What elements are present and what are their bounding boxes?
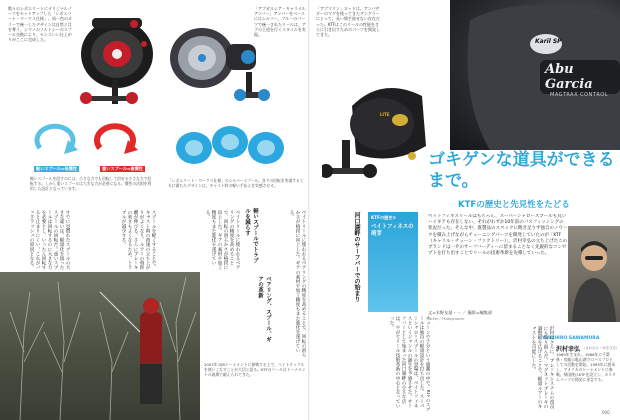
- reel-lite-logo: LITE: [380, 112, 390, 117]
- page-number: 000: [602, 410, 610, 415]
- sidebar-number: KTFの歴史①: [371, 215, 397, 220]
- person-name-en: YUKIHIRO SAWAMURA: [542, 336, 600, 341]
- person-bio: 1969年生まれ。1986年に千葉県・房総の亀山湖でのバスプロとしての活動を開始。1993年に渡米し、アメリカのトーナメントに参戦。帰国後はKTFを設立し、カスタムパーツの開発に専念する。: [556, 352, 616, 382]
- magtrax-control-label: MAGTRAX CONTROL: [550, 92, 609, 98]
- angler-photo: [0, 272, 200, 420]
- right-page: [310, 0, 620, 420]
- person-name: 沢村幸弘: [556, 346, 581, 353]
- body-column-1: すでに見慣れたスプールの大きな違いは、軽量化を図ったスプールの回転だ。重いスプールは回転するのに大きな力を必要とし、いったん回転すると止まりにくい。これがバックラッシュの原因となる。: [29, 210, 70, 270]
- right-body-column-1: チューンで十分という風潮の中で、KTFのスプールは独自の軽量設計を打ち出した。スーパーシャロースプールの登場は、ベイトフィネスというジャンルの誕生を予感させた。サーフバーとして始まった河口湖畔の小さな店は、やがてリール技術革新の中心となっていった。: [389, 316, 430, 412]
- abu-garcia-logo: Abu Garcia: [545, 62, 593, 92]
- column-heading-1: 軽いスプールでトラブルを減らす: [244, 208, 258, 263]
- sidebar-title: ベイトフィネスの萌芽: [371, 224, 414, 237]
- reel-small-badge: Karil SP: [535, 38, 562, 45]
- sawamura-photo: [568, 226, 620, 322]
- column-heading-2: ベアリング、スプール、ギアの革新: [257, 276, 271, 342]
- photo-caption: 2007年のJBトーナメントに参戦する上で、ベイトタックルを使いこなすことが大切と語る。KTFのリールはトーナメントの現場で鍛えられてきた。: [204, 362, 306, 377]
- person-reading: （さわむら・ゆきひろ）: [582, 346, 620, 350]
- credit-line: 文=水野友基・一 ／ 撮影=編集部: [428, 310, 493, 315]
- light-spool-label: 軽いスプール=低慣性: [36, 166, 77, 171]
- red-reel-photo: [72, 4, 162, 114]
- body-column-2: スプールを軽くすることで、キャスト時の初速の立ち上がりがよくなり、ルアーの飛距離が伸びる。さらにブレーキの効きもよくなるため、トラブルが減少する。: [121, 210, 156, 270]
- right-body-column-2: 沢村はさらに、ブレーキシステムの改良にも取り組んだ。マグネットブレーキの調整幅を広げることで、軽量ルアーのキャストを可能にした。: [531, 326, 554, 409]
- right-top-text: 「アブマリン」ロッドは、アンバサダーのマグを使ってきたアングラーにとって、長い間手放せない存在だった。KTFはこのリールの性能をさらに引き出すためのパーツを開発してきた。: [316, 6, 380, 38]
- body-column-4: ベイトリールに使われるベアリングの精度を高めることで、回転の滑らかさが格段に向上した。ギアの素材や加工精度もまた進化を遂げている。: [289, 210, 306, 358]
- heavy-spool-label: 重いスプール=高慣性: [102, 166, 143, 171]
- history-sidebar: [368, 212, 418, 312]
- spool-caption: 「レボエリート・ワークス仕様」のシルバースプール。各ドの回転を実現する工夫に満ちたデザインは、キャスト時の軽い手応えを実感させる。: [168, 178, 304, 188]
- spool-inertia-diagram: [30, 118, 150, 164]
- mid-text: 「アブガルシア・キャラメルアンバー」アンバーをベースにはシルバー、ブルーのパーツで統一されたリールは、アブの王道を行くスタイルを実現。: [254, 6, 306, 38]
- intro-text: 数々のレボエリートにオリジナルパーツをセットアップした「レボエリート・ワークス仕様」。同一色のカラーで統一したデザインは自然と目を奪う。シマノのソルトシーのスプール交換により、センスいい仕上がりがここに完成した。: [8, 6, 72, 43]
- credit-sub: Writer / Photographer: [428, 317, 465, 321]
- lead-paragraph: ベイトフィネスリールはもちろん、スーパーシャロースプールも丸いハイギアも存在しない、それがわずか10年前のバスフィッシングの状況だった。そんな中、既製品のスペックに飽き足りず独自のノウハウを積み上げながらチューニングパーツを開発していたのが「KTF（キャリル・チューン・ファクトリー）」。沢村幸弘の立ち上げたこのブランドは一介のサーフバーディーに留まることなく先鋭的なコンセプトを打ち出すことでリールの技術革新を先導していった。: [428, 214, 568, 257]
- blue-spools-photo: [170, 118, 290, 170]
- subhead: KTFの歴史と先見性をたどる: [458, 200, 570, 210]
- diagram-caption: 軽いスプールを回すのには、小さな力でも回転して回せる小さな力で回転する。しかし重いスプールは大きな力が必要になる。慣性の法則を利用した設計となっています。: [30, 176, 152, 191]
- black-reel-photo: [322, 66, 442, 196]
- headline: ゴキゲンな道具ができるまで。: [428, 150, 615, 191]
- sidebar-vertical-title: 河口湖畔のサーフバーでの始まり: [353, 212, 360, 302]
- body-column-3: ベイトリールに使われるベアリングの精度を高めることで、回転の滑らかさが格段に向上した。ギアの素材や加工精度もまた進化を遂げている。: [205, 210, 240, 270]
